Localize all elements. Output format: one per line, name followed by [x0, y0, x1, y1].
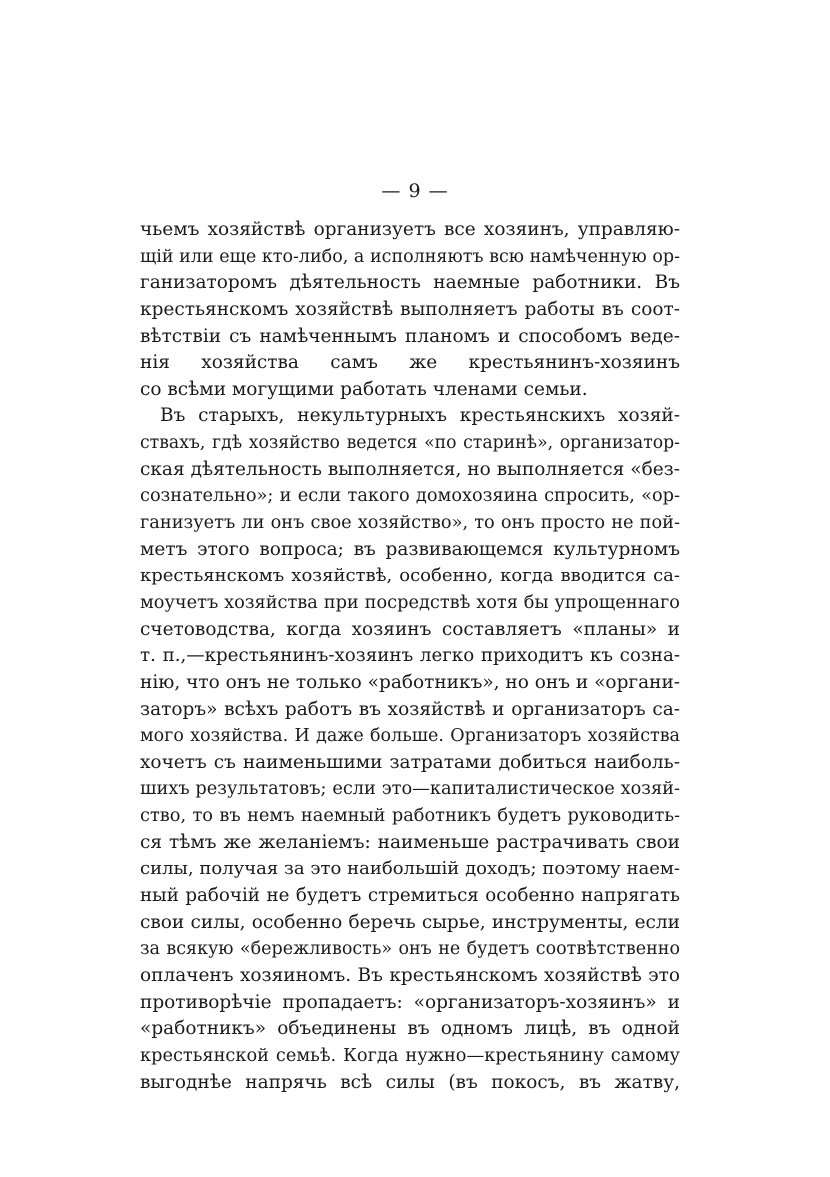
text-line: метъ этого вопроса; въ развивающемся культурномъ	[140, 538, 680, 560]
text-line: чьемъ хозяйствѣ организуетъ все хозяинъ, управляю-	[140, 219, 680, 240]
text-line: «работникъ» объединены въ одномъ лицѣ, въ одной	[140, 1018, 680, 1040]
text-line: ся тѣмъ же желаніемъ: наименьше растрачивать свои	[140, 831, 680, 853]
text-line: шихъ результатовъ; если это—капиталистическое хозяй-	[140, 779, 680, 800]
text-line: ганизаторомъ дѣятельность наемные работники. Въ	[140, 272, 680, 294]
text-line: выгоднѣе напрячь всѣ силы (въ покосъ, въ жатву,	[140, 1071, 680, 1093]
text-line: т. п.,—крестьянинъ-хозяинъ легко приходитъ къ созна-	[140, 645, 680, 667]
text-line: нія хозяйства самъ же крестьянинъ-хозяинъ	[140, 352, 680, 374]
text-line: счетоводства, когда хозяинъ составляетъ «планы» и	[140, 618, 680, 640]
text-line: сознательно»; и если такого домохозяина спросить, «ор-	[140, 486, 680, 507]
page-number: — 9 —	[381, 180, 449, 202]
text-line: Въ старыхъ, некультурныхъ крестьянскихъ хозяй-	[160, 405, 680, 427]
text-line: крестьянской семьѣ. Когда нужно—крестьянину самому	[140, 1045, 680, 1066]
text-line: силы, получая за это наибольшій доходъ; поэтому наем-	[140, 858, 680, 880]
text-line: крестьянскомъ хозяйствѣ выполняетъ работы въ соот-	[140, 298, 680, 320]
text-line: мого хозяйства. И даже больше. Организаторъ хозяйства	[140, 726, 680, 747]
text-line: вѣтствіи съ намѣченнымъ планомъ и способомъ веде-	[140, 325, 680, 347]
text-line: ганизуетъ ли онъ свое хозяйство», то онъ просто не пой-	[140, 513, 680, 534]
text-line: за всякую «бережливость» онъ не будетъ соотвѣтственно	[140, 939, 680, 960]
body-text	[140, 217, 680, 1096]
text-line: нію, что онъ не только «работникъ», но онъ и «органи-	[140, 671, 680, 693]
text-line: ство, то въ немъ наемный работникъ будетъ руководить-	[140, 806, 680, 827]
text-line: хочетъ съ наименьшими затратами добиться наиболь-	[140, 751, 680, 773]
text-line: противорѣчіе пропадаетъ: «организаторъ-хозяинъ» и	[140, 991, 680, 1013]
text-line: ствахъ, гдѣ хозяйство ведется «по старинѣ», организатор-	[140, 433, 680, 454]
text-line: моучетъ хозяйства при посредствѣ хотя бы упрощеннаго	[140, 592, 680, 613]
text-line: свои силы, особенно беречь сырье, инструменты, если	[140, 911, 680, 933]
text-line: оплаченъ хозяиномъ. Въ крестьянскомъ хозяйствѣ это	[140, 964, 680, 986]
text-line: ская дѣятельность выполняется, но выполняется «без-	[140, 458, 680, 480]
text-line: щій или еще кто-либо, а исполняютъ всю намѣченную ор-	[140, 246, 680, 267]
text-line: ный рабочій не будетъ стремиться особенно напрягать	[140, 885, 680, 907]
text-line: заторъ» всѣхъ работъ въ хозяйствѣ и организаторъ са-	[140, 698, 680, 720]
text-line: крестьянскомъ хозяйствѣ, особенно, когда вводится са-	[140, 565, 680, 587]
text-line: со всѣми могущими работать членами семьи.	[140, 378, 588, 400]
